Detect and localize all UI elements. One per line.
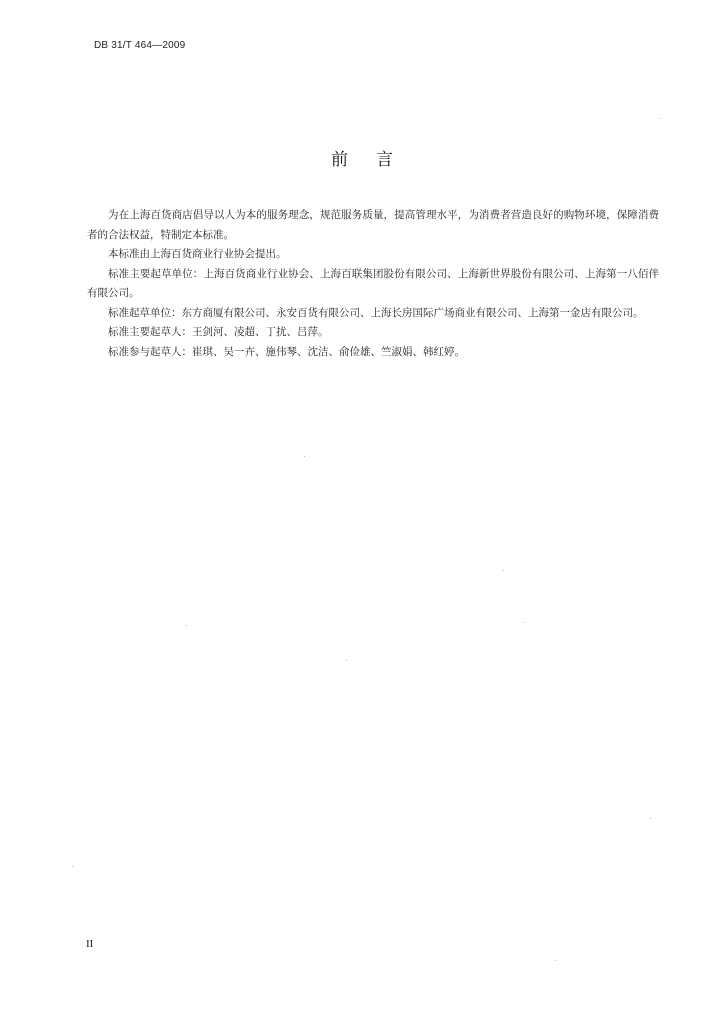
- paragraph-main-drafting-units: 标准主要起草单位：上海百货商业行业协会、上海百联集团股份有限公司、上海新世界股份有限公司、上海第一八佰伴有限公司。: [87, 267, 659, 299]
- foreword-body: [87, 206, 659, 362]
- scan-speck: [346, 660, 347, 661]
- scan-speck: [503, 570, 504, 571]
- page-title: 前言: [331, 150, 421, 170]
- scan-speck: [186, 625, 187, 626]
- paragraph-drafting-units: 标准起草单位：东方商厦有限公司、永安百货有限公司、上海长房国际广场商业有限公司、上海第一金店有限公司。: [108, 306, 644, 319]
- scan-speck: [555, 960, 556, 961]
- paragraph-proposer: 本标准由上海百货商业行业协会提出。: [108, 248, 287, 260]
- scan-speck: [304, 456, 305, 457]
- paragraph-purpose: 为在上海百货商店倡导以人为本的服务理念，规范服务质量，提高管理水平，为消费者营造良好的购物环境，保障消费者的合法权益，特制定本标准。: [87, 209, 659, 241]
- paragraph-participating-drafters: 标准参与起草人：崔琪、吴一卉、施伟琴、沈洁、俞俭雄、竺淑娟、韩红婷。: [108, 345, 465, 358]
- scan-speck: [650, 818, 651, 819]
- scan-speck: [523, 622, 524, 623]
- scan-speck: [660, 118, 661, 119]
- scan-speck: [72, 866, 73, 867]
- paragraph-main-drafters: 标准主要起草人：王剑河、凌超、丁扰、吕萍。: [108, 326, 329, 338]
- standard-code: DB 31/T 464—2009: [94, 40, 186, 51]
- page-number: II: [86, 938, 94, 950]
